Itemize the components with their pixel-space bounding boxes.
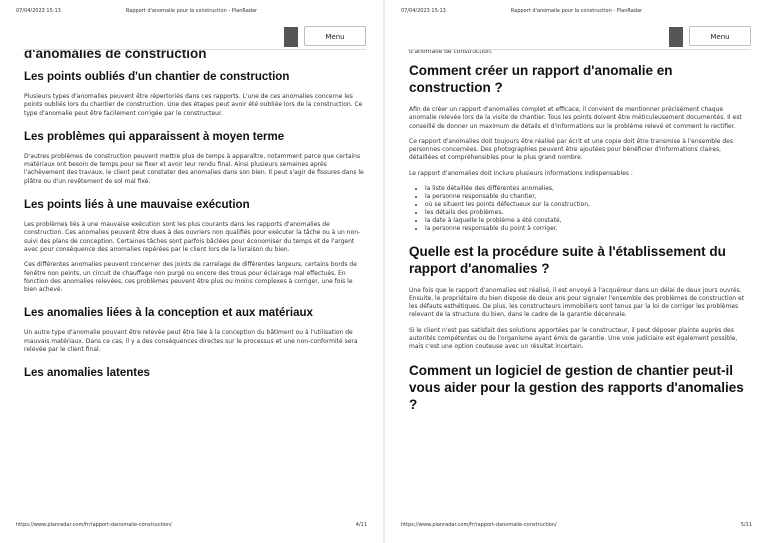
print-title: Rapport d'anomalie pour la construction - PlanRadar: [510, 8, 643, 14]
print-header: [16, 8, 367, 18]
list-item: • la personne responsable du point à corriger.: [425, 225, 746, 233]
menu-button[interactable]: Menu: [304, 26, 366, 46]
list-item: • la date à laquelle le problème a été constaté,: [425, 217, 746, 225]
pdf-page-right: [385, 0, 768, 543]
print-date: 07/04/2023 15:13: [16, 8, 61, 14]
print-footer: [401, 522, 752, 532]
cut-text: d'anomalie de construction.: [409, 50, 493, 55]
paragraph: Une fois que le rapport d'anomalies est réalisé, il est envoyé à l'acquéreur dans un délai de deux jours ouvrés. Ensuite, le propriétaire du bien dispose de deux ans pour signaler l'ensemble des problèmes de construction et les défauts esthétiques. De plus, les constructeurs immobiliers sont tenus par la loi de corriger les problèmes relevant de la structure du bien, dans le cadre de la garantie décennale.: [409, 286, 745, 319]
section-heading: Quelle est la procédure suite à l'établissement du rapport d'anomalies ?: [409, 243, 726, 276]
paragraph: Les problèmes liés à une mauvaise exécution sont les plus courants dans les rapports d'anomalies de construction. Ces anomalies peuvent être dues à des ouvriers non qualifiés pour exécuter la tâche ou à un non-suivi des plans de conception. Certaines tâches sont parfois bâclées pour économiser du temps et de l'argent avec pour conséquence des anomalies repérées par le client lors de la livraison du bien.: [24, 221, 361, 253]
section-heading: Les problèmes qui apparaissent à moyen terme: [24, 130, 285, 143]
print-date: 07/04/2023 15:13: [401, 8, 446, 14]
paragraph: D'autres problèmes de construction peuvent mettre plus de temps à apparaître, notamment parce que certains matériaux ont besoin de temps pour se fixer et avoir leur rendu final. Ainsi plusieurs semaines après l'achèvement des travaux, le client peut constater des anomalies dans son bien. Il peut s'agir de fissures dans le plâtre ou d'un revêtement de sol mal fixé.: [24, 152, 364, 185]
menu-icon[interactable]: [669, 27, 683, 47]
cut-heading: d'anomalies de construction: [24, 50, 207, 58]
paragraph: Ces différentes anomalies peuvent concerner des joints de carrelage de différentes largeurs, certains bords de fenêtre non peints, un circuit de chauffage non purgé ou encore des trous pour éclairage mal effectués. En fonction des anomalies relevées, ces problèmes peuvent être plus ou moins complexes à corriger, une fois le bien achevé.: [24, 261, 357, 294]
article-content: [409, 50, 746, 513]
print-url: https://www.planradar.com/fr/rapport-danomalie-construction/: [16, 522, 172, 528]
paragraph: Plusieurs types d'anomalies peuvent être répertoriés dans ces rapports. L'une de ces anomalies concerne les points oubliés lors du chantier de construction. Une des étapes peut avoir été oubliée lors de la construction. Ce type d'anomalie peut être facilement corrigée par le constructeur.: [24, 93, 363, 117]
section-heading: Les anomalies liées à la conception et aux matériaux: [24, 307, 313, 320]
info-list: [409, 185, 746, 232]
section-heading: Les points liés à une mauvaise exécution: [24, 199, 250, 212]
section-heading: Les points oubliés d'un chantier de construction: [24, 71, 290, 83]
menu-button[interactable]: Menu: [689, 26, 751, 46]
paragraph: Si le client n'est pas satisfait des solutions apportées par le constructeur, il peut déposer plainte auprès des autorités compétentes ou de l'organisme ayant émis de garantie. Une voie judiciaire est également possible, mais c'est une option couteuse avec un résultat incertain.: [409, 326, 738, 351]
print-url: https://www.planradar.com/fr/rapport-danomalie-construction/: [401, 522, 557, 528]
page-number: 5/11: [740, 522, 752, 528]
list-item: • la liste détaillée des différentes anomalies,: [425, 185, 746, 193]
print-footer: [16, 522, 367, 532]
list-item: • la personne responsable du chantier,: [425, 193, 746, 201]
print-header: [401, 8, 752, 18]
menu-icon[interactable]: [284, 27, 298, 47]
pdf-page-left: [0, 0, 383, 543]
paragraph: Un autre type d'anomalie pouvant être relevée peut être liée à la conception du bâtiment ou à l'utilisation de mauvais matériaux. Dans ce cas, il y a des conséquences directes sur le processus et une non-conformité sera relevée par le client final.: [24, 329, 358, 354]
page-number: 4/11: [355, 522, 367, 528]
site-navbar: [23, 26, 366, 48]
article-content: [24, 50, 366, 513]
paragraph: Le rapport d'anomalies doit inclure plusieurs informations indispensables :: [409, 169, 633, 177]
list-item: • les détails des problèmes,: [425, 209, 746, 217]
section-heading: Comment créer un rapport d'anomalie en construction ?: [409, 63, 673, 95]
section-heading: Les anomalies latentes: [24, 367, 150, 380]
list-item: • où se situent les points défectueux sur la construction,: [425, 201, 746, 209]
site-navbar: [408, 26, 751, 48]
paragraph: Ce rapport d'anomalies doit toujours être réalisé par écrit et une copie doit être transmise à l'ensemble des personnes concernées. Des photographies peuvent être ajoutées pour bénéficier d'informations claires, détaillées et compréhensibles pour le plus grand nombre.: [409, 137, 733, 162]
section-heading: Comment un logiciel de gestion de chantier peut-il vous aider pour la gestion des rapports d'anomalies ?: [409, 362, 744, 412]
print-title: Rapport d'anomalie pour la construction - PlanRadar: [125, 8, 258, 14]
paragraph: Afin de créer un rapport d'anomalies complet et efficace, il convient de mentionner précisément chaque anomalie relevée lors de la visite de chantier. Tous les points doivent être méticuleusement documentés. Il est conseillé de donner un maximum de détails et d'informations sur le problème relevé et comment le rectifier.: [409, 106, 742, 130]
